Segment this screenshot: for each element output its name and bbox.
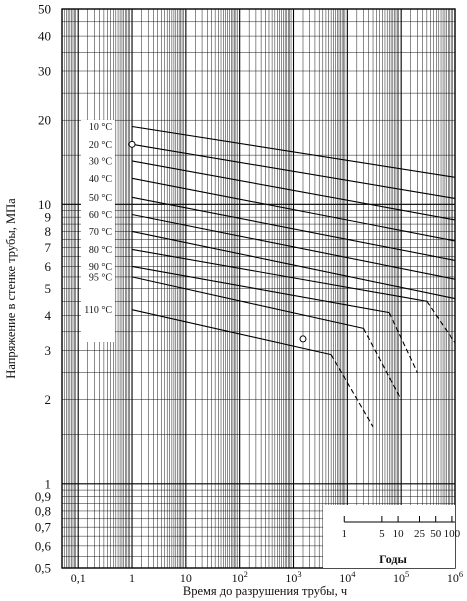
y-tick-label: 5 (44, 281, 51, 296)
years-label: Годы (379, 552, 407, 566)
series-label: 30 °C (88, 156, 112, 168)
y-tick-label: 9 (44, 209, 51, 225)
years-tick-label: 100 (443, 528, 461, 540)
x-tick-label: 1 (129, 571, 136, 585)
years-tick-label: 1 (341, 528, 347, 540)
y-tick-label: 40 (38, 28, 51, 44)
series-label: 60 °C (88, 209, 112, 221)
y-tick-label: 1 (44, 476, 51, 492)
series-label: 20 °C (88, 139, 112, 151)
y-tick-label: 0,5 (34, 560, 51, 576)
y-tick-label: 0,6 (34, 538, 51, 554)
years-tick-label: 10 (392, 528, 404, 540)
x-tick-label: $10^5$ (393, 569, 410, 585)
y-tick-label: 0,7 (34, 519, 51, 535)
y-tick-labels (35, 2, 52, 576)
data-marker (300, 336, 306, 342)
x-tick-label: 0,1 (70, 571, 86, 585)
series-label: 50 °C (88, 192, 112, 204)
y-tick-label: 6 (44, 258, 51, 274)
y-tick-label: 3 (44, 343, 51, 359)
series-label: 95 °C (88, 272, 112, 284)
y-tick-label: 8 (44, 223, 51, 239)
y-tick-label: 0,8 (34, 503, 51, 519)
years-tick-label: 5 (379, 528, 385, 540)
x-axis-label: Время до разрушения трубы, ч (182, 584, 348, 598)
y-tick-label: 2 (44, 392, 51, 408)
years-scale (323, 505, 461, 568)
series-label: 90 °C (88, 261, 112, 273)
grid (62, 9, 455, 568)
x-tick-label: $10^3$ (285, 569, 302, 585)
y-tick-label: 7 (44, 240, 51, 256)
y-tick-label: 50 (38, 1, 51, 17)
x-tick-label: $10^6$ (446, 569, 464, 585)
years-tick-label: 25 (413, 528, 425, 540)
x-tick-label: 10 (179, 571, 192, 585)
series-label: 70 °C (88, 226, 112, 238)
years-tick-label: 50 (430, 528, 442, 540)
y-tick-label: 0,9 (34, 489, 51, 505)
series-line-extrapolated (389, 313, 417, 373)
x-tick-labels (71, 569, 463, 585)
series-label: 80 °C (88, 244, 112, 256)
x-tick-label: $10^2$ (231, 569, 248, 585)
y-tick-label: 4 (44, 308, 51, 324)
series-label: 10 °C (88, 121, 112, 133)
x-tick-label: $10^4$ (339, 569, 356, 585)
y-tick-label: 10 (38, 196, 51, 212)
series-label: 110 °C (84, 305, 112, 317)
y-axis-label: Напряжение в стенке трубы, МПа (4, 198, 18, 379)
data-marker (129, 141, 135, 147)
series-label: 40 °C (88, 173, 112, 185)
y-tick-label: 20 (38, 112, 51, 128)
y-tick-label: 30 (38, 63, 51, 79)
